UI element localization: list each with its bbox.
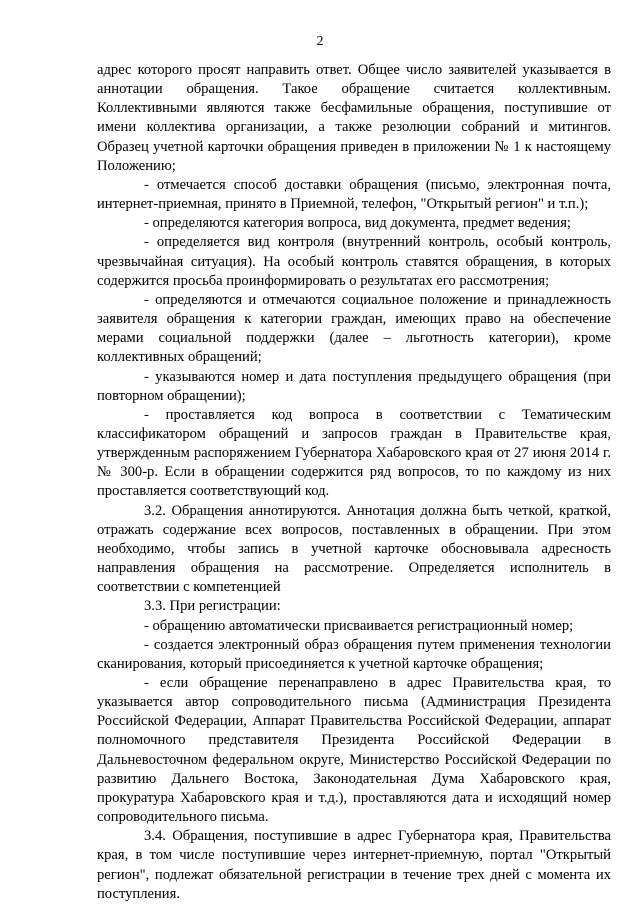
list-item-forwarded-appeal: - если обращение перенаправлено в адрес Правительства края, то указывается автор сопроводительного письма (Администрация Президента Российской Федерации, Аппарат Правительства Российской Федерации, аппарат полномочного представителя Президента Российской Федерации в Дальневосточном федеральном округе, Министерство Российской Федерации по развитию Дальнего Востока, Законодательная Дума Хабаровского края, прокуратура Хабаровского края и т.д.), проставляются дата и исходящий номер сопроводительного письма. (97, 675, 611, 826)
list-item-previous-appeal: - указываются номер и дата поступления предыдущего обращения (при повторном обращении); (97, 368, 611, 404)
paragraph-3-3: 3.3. При регистрации: (144, 598, 281, 615)
document-body (97, 61, 611, 904)
paragraph-continuation: адрес которого просят направить ответ. Общее число заявителей указывается в аннотации обращения. Такое обращение считается коллективным. Коллективными являются также бесфамильные обращения, поступившие от имени коллектива организации, а также резолюции собраний и митингов. Образец учетной карточки обращения приведен в приложении № 1 к настоящему Положению; (97, 62, 611, 174)
list-item-category: - определяются категория вопроса, вид документа, предмет ведения; (144, 215, 571, 232)
list-item-registration-number: - обращению автоматически присваивается регистрационный номер; (144, 617, 574, 634)
list-item-question-code: - проставляется код вопроса в соответствии с Тематическим классификатором обращений и запросов граждан в Правительстве края, утвержденным распоряжением Губернатора Хабаровского края от 27 июня 2014 г. № 300-р. Если в обращении содержится ряд вопросов, то по каждому из них проставляется соответствующий код. (97, 406, 611, 500)
list-item-electronic-image: - создается электронный образ обращения путем применения технологии сканирования, который присоединяется к учетной карточке обращения; (97, 636, 611, 672)
paragraph-3-4: 3.4. Обращения, поступившие в адрес Губернатора края, Правительства края, в том числе поступившие через интернет-приемную, портал "Открытый регион", подлежат обязательной регистрации в течение трех дней с момента их поступления. (97, 828, 611, 902)
list-item-delivery-method: - отмечается способ доставки обращения (письмо, электронная почта, интернет-приемная, принято в Приемной, телефон, "Открытый регион" и т.п.); (97, 176, 611, 213)
paragraph-3-2: 3.2. Обращения аннотируются. Аннотация должна быть четкой, краткой, отражать содержание всех вопросов, поставленных в обращении. При этом необходимо, чтобы запись в учетной карточке обосновывала адресность направления обращения на рассмотрение. Определяется исполнитель в соответствии с компетенцией (97, 502, 611, 596)
list-item-control-type: - определяется вид контроля (внутренний контроль, особый контроль, чрезвычайная ситуация). На особый контроль ставятся обращения, в которых содержится просьба проинформировать о результатах его рассмотрения; (97, 234, 611, 289)
page-number: 2 (316, 34, 324, 49)
list-item-social-status: - определяются и отмечаются социальное положение и принадлежность заявителя обращения к категории граждан, имеющих право на обеспечение мерами социальной поддержки (далее – льготность категории), кроме коллективных обращений; (97, 291, 611, 366)
